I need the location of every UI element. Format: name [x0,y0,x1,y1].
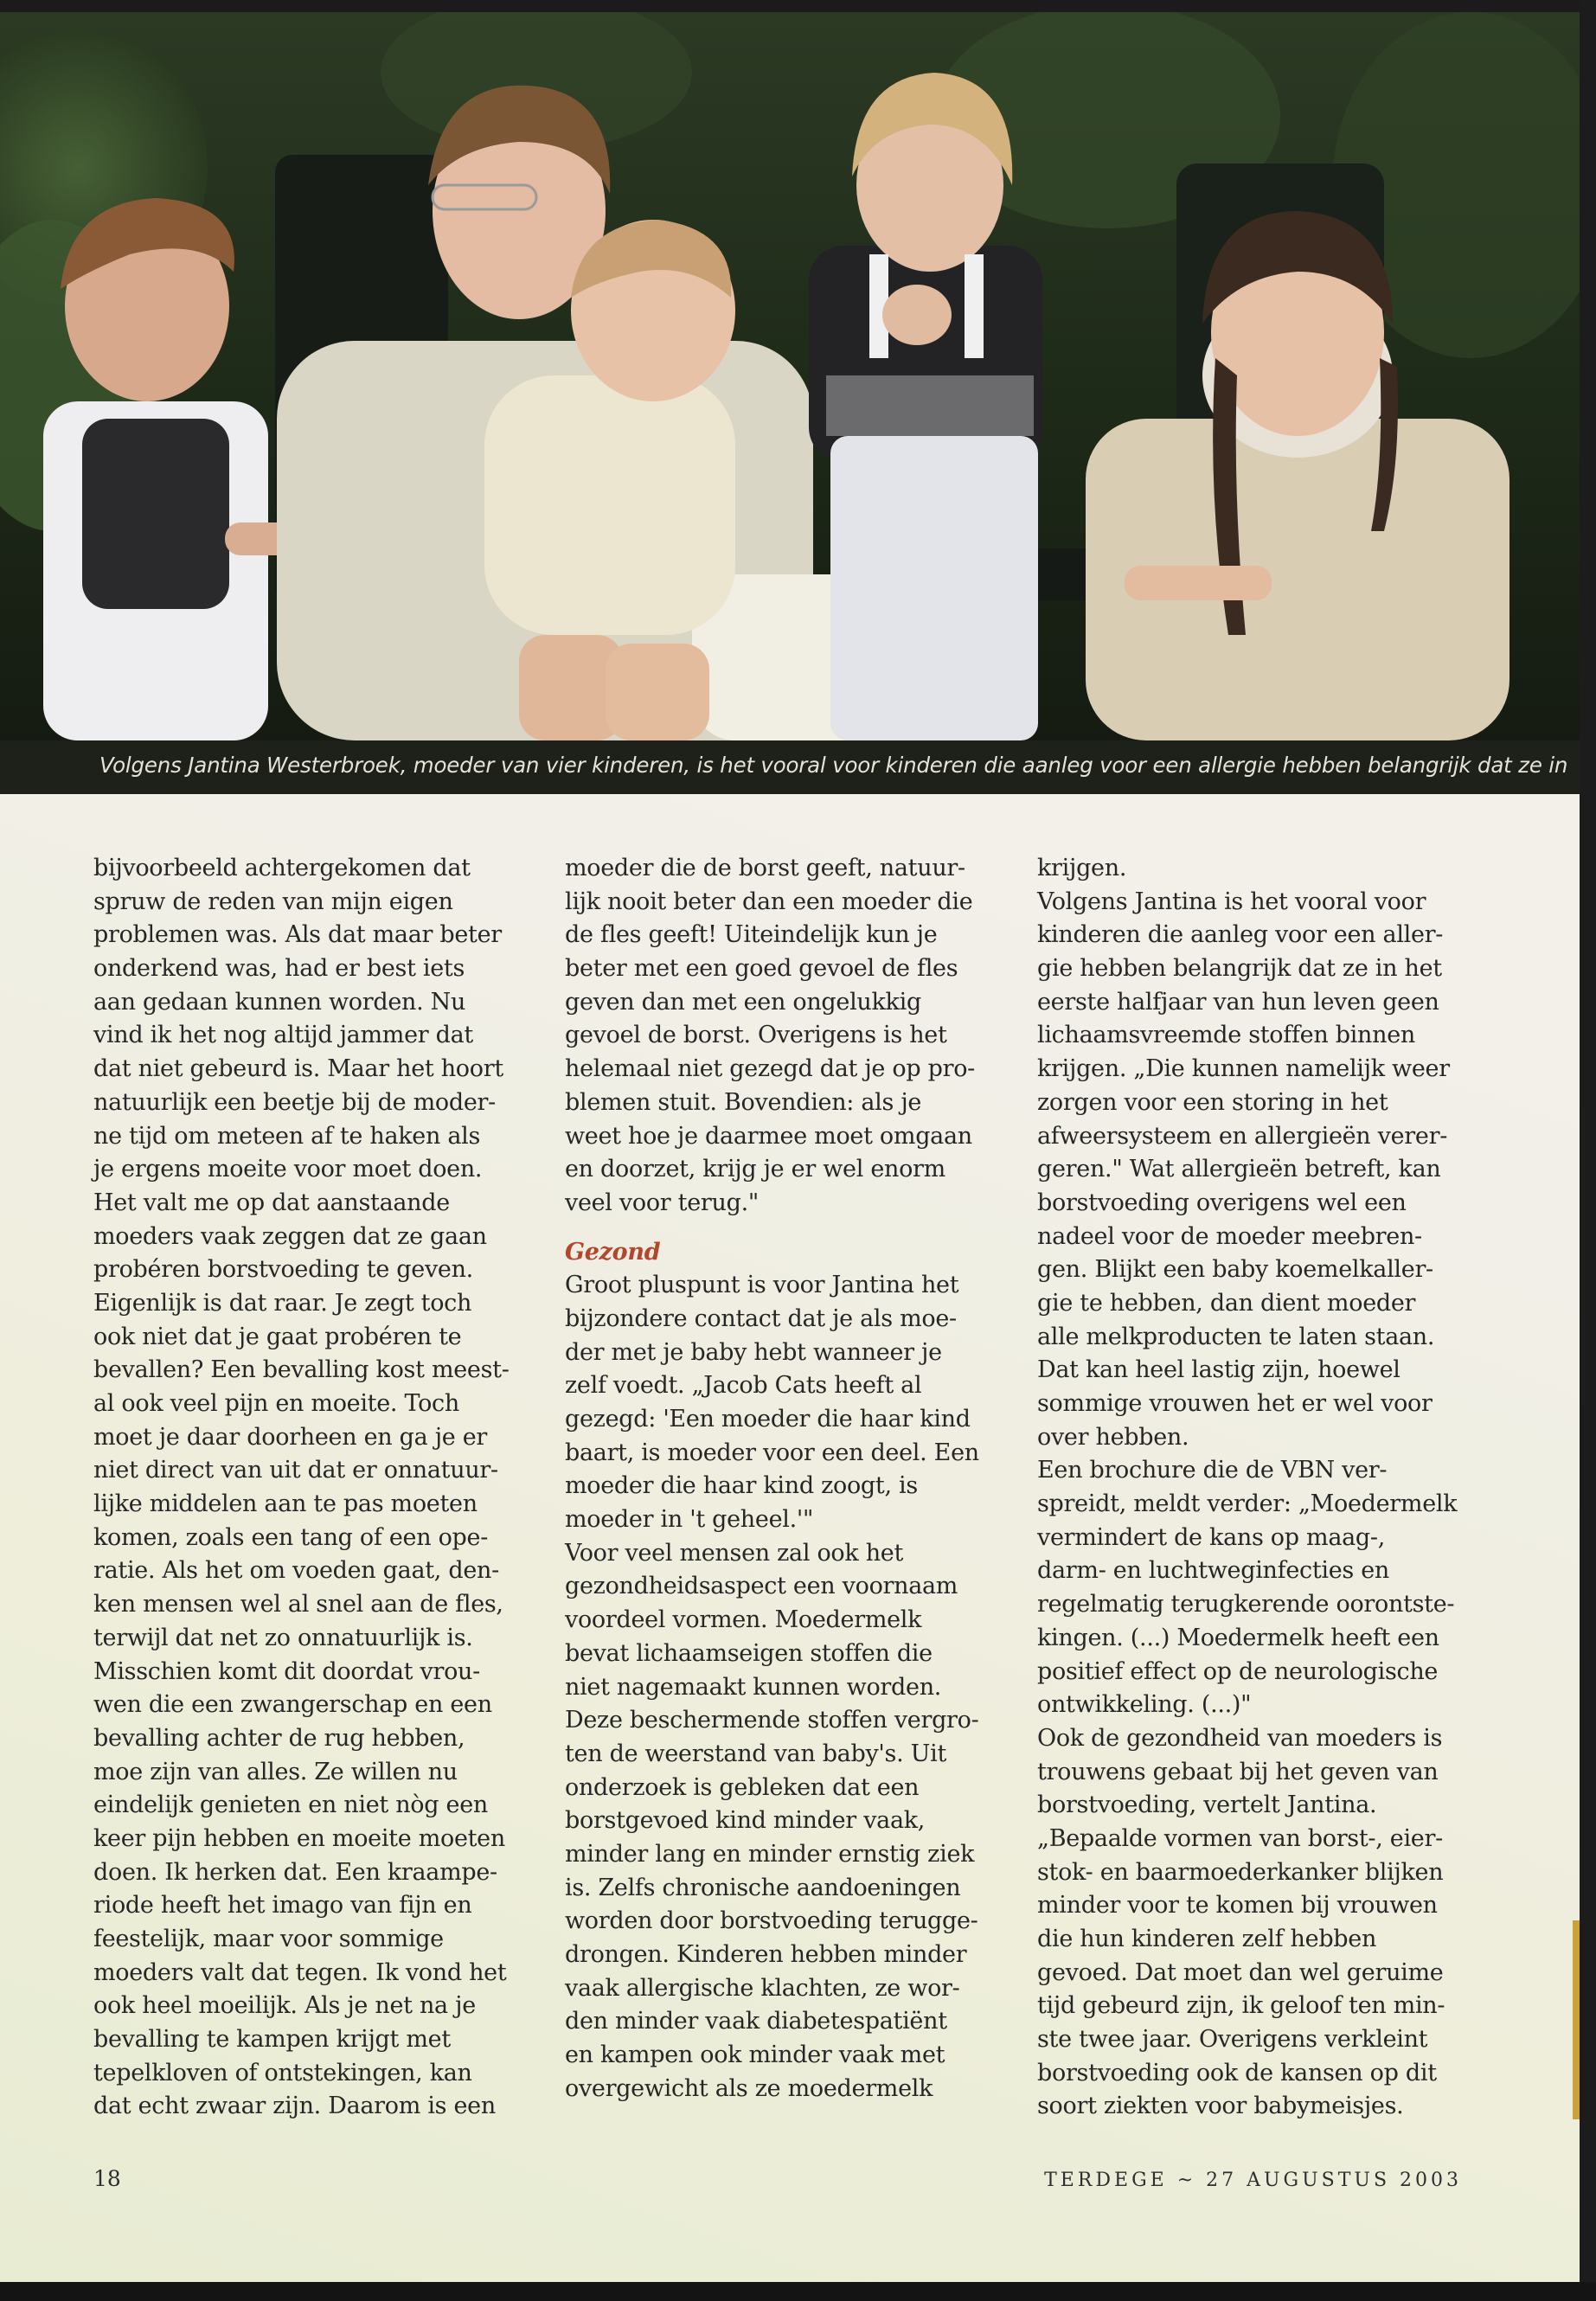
text-line: stok- en baarmoederkanker blijken [1037,1858,1444,1886]
right-border [1580,0,1596,2301]
text-line: spreidt, meldt verder: „Moedermelk [1037,1490,1458,1518]
text-line: die hun kinderen zelf hebben [1037,1926,1377,1952]
text-line: ontwikkeling. (...)" [1037,1691,1252,1719]
text-line: darm- en luchtweginfecties en [1037,1557,1389,1585]
text-line: Dat kan heel lastig zijn, hoewel [1037,1356,1401,1384]
text-line: tijd gebeurd zijn, ik geloof ten min- [1037,1992,1445,2020]
text-line: baart, is moeder voor een deel. Een [565,1439,979,1466]
text-line: beter met een goed gevoel de fles [565,955,958,983]
text-column-2 [565,852,1015,2106]
text-line: natuurlijk een beetje bij de moder- [93,1088,496,1116]
text-line: bijvoorbeeld achtergekomen dat [93,855,471,881]
text-line: probéren borstvoeding te geven. [93,1256,473,1284]
text-line: weet hoe je daarmee moet omgaan [565,1122,972,1150]
text-line: vaak allergische klachten, ze wor- [565,1974,960,2002]
text-line: en doorzet, krijg je er wel enorm [565,1156,945,1183]
text-line: borstgevoed kind minder vaak, [565,1807,926,1835]
text-line: bevallen? Een bevalling kost meest- [93,1356,510,1384]
text-line: doen. Ik herken dat. Een kraampe- [93,1858,497,1886]
text-line: moeder die haar kind zoogt, is [565,1472,918,1500]
text-line: krijgen. „Die kunnen namelijk weer [1037,1055,1450,1083]
text-line: borstvoeding, vertelt Jantina. [1037,1791,1377,1819]
text-line: tepelkloven of ontstekingen, kan [93,2059,472,2086]
text-line: dat echt zwaar zijn. Daarom is een [93,2093,496,2120]
text-line: sommige vrouwen het er wel voor [1037,1390,1433,1417]
text-line: gie hebben belangrijk dat ze in het [1037,955,1442,983]
text-column-2-top [565,852,1015,1221]
text-line: ook niet dat je gaat probéren te [93,1323,462,1350]
text-line: kingen. (...) Moedermelk heeft een [1037,1624,1439,1651]
text-line: onderzoek is gebleken dat een [565,1773,920,1801]
text-line: onderkend was, had er best iets [93,955,465,983]
text-line: moeder die de borst geeft, natuur- [565,855,965,881]
text-line: Het valt me op dat aanstaande [93,1189,450,1216]
text-line: positief effect op de neurologische [1037,1657,1439,1685]
text-line: problemen was. Als dat maar beter [93,921,502,949]
text-line: nadeel voor de moeder meebren- [1037,1222,1422,1250]
text-line: alle melkproducten te laten staan. [1037,1323,1435,1350]
text-line: dat niet gebeurd is. Maar het hoort [93,1055,503,1083]
text-line: moet je daar doorheen en ga je er [93,1423,488,1451]
text-line: ook heel moeilijk. Als je net na je [93,1992,476,2020]
text-column-2-bottom [565,1269,1015,2106]
bottom-border [0,2282,1596,2301]
text-line: minder lang en minder ernstig ziek [565,1840,975,1868]
text-line: den minder vaak diabetespatiënt [565,2008,947,2035]
text-line: krijgen. [1037,855,1127,881]
text-line: bijzondere contact dat je als moe- [565,1304,957,1332]
text-line: komen, zoals een tang of een ope- [93,1523,489,1551]
text-line: keer pijn hebben en moeite moeten [93,1824,505,1852]
text-line: ste twee jaar. Overigens verkleint [1037,2026,1428,2054]
text-line: vermindert de kans op maag-, [1037,1523,1386,1551]
text-line: Eigenlijk is dat raar. Je zegt toch [93,1289,472,1317]
text-line: minder voor te komen bij vrouwen [1037,1892,1438,1920]
top-border [0,0,1596,12]
text-line: der met je baby hebt wanneer je [565,1338,942,1366]
page-number: 18 [93,2166,121,2191]
text-line: wen die een zwangerschap en een [93,1691,492,1719]
text-line: riode heeft het imago van fijn en [93,1892,472,1920]
text-line: zelf voedt. „Jacob Cats heeft al [565,1372,922,1400]
text-line: „Bepaalde vormen van borst-, eier- [1037,1824,1443,1852]
text-line: kinderen die aanleg voor een aller- [1037,921,1444,949]
section-subheading: Gezond [565,1238,661,1266]
text-line: gezondheidsaspect een voornaam [565,1573,958,1600]
text-line: lijke middelen aan te pas moeten [93,1490,478,1518]
text-line: niet direct van uit dat er onnatuur- [93,1457,498,1484]
text-line: veel voor terug." [565,1189,759,1216]
text-line: blemen stuit. Bovendien: als je [565,1088,922,1116]
text-line: bevalling te kampen krijgt met [93,2026,451,2054]
text-line: ne tijd om meteen af te haken als [93,1122,481,1150]
text-line: terwijl dat net zo onnatuurlijk is. [93,1624,473,1651]
text-line: soort ziekten voor babymeisjes. [1037,2093,1404,2120]
text-line: over hebben. [1037,1423,1189,1451]
text-line: eindelijk genieten en niet nòg een [93,1791,488,1819]
text-line: gevoel de borst. Overigens is het [565,1022,947,1049]
text-line: Voor veel mensen zal ook het [565,1539,904,1567]
text-line: Een brochure die de VBN ver- [1037,1457,1388,1484]
magazine-footer: TERDEGE ~ 27 AUGUSTUS 2003 [1044,2170,1462,2191]
text-line: bevalling achter de rug hebben, [93,1724,465,1752]
text-line: gen. Blijkt een baby koemelkaller- [1037,1256,1433,1284]
text-line: trouwens gebaat bij het geven van [1037,1758,1439,1785]
text-line: moeder in 't geheel.'" [565,1506,814,1534]
text-line: en kampen ook minder vaak met [565,2041,945,2069]
text-line: vind ik het nog altijd jammer dat [93,1022,473,1049]
text-line: bevat lichaamseigen stoffen die [565,1639,933,1667]
text-line: spruw de reden van mijn eigen [93,888,453,915]
text-line: is. Zelfs chronische aandoeningen [565,1874,961,1901]
text-line: feestelijk, maar voor sommige [93,1926,444,1952]
text-line: zorgen voor een storing in het [1037,1088,1388,1116]
text-line: borstvoeding overigens wel een [1037,1189,1407,1216]
text-line: moe zijn van alles. Ze willen nu [93,1758,458,1785]
text-line: eerste halfjaar van hun leven geen [1037,988,1439,1016]
family-photo [0,12,1580,740]
text-line: overgewicht als ze moedermelk [565,2074,933,2102]
text-line: borstvoeding ook de kansen op dit [1037,2059,1437,2086]
text-line: aan gedaan kunnen worden. Nu [93,988,466,1016]
text-line: geven dan met een ongelukkig [565,988,921,1016]
text-line: worden door borstvoeding terugge- [565,1907,978,1935]
text-line: ten de weerstand van baby's. Uit [565,1740,947,1767]
text-line: drongen. Kinderen hebben minder [565,1941,967,1968]
text-line: voordeel vormen. Moedermelk [565,1606,922,1634]
text-line: ratie. Als het om voeden gaat, den- [93,1557,499,1585]
text-line: Groot pluspunt is voor Jantina het [565,1272,959,1299]
text-line: gevoed. Dat moet dan wel geruime [1037,1958,1444,1986]
text-line: ken mensen wel al snel aan de fles, [93,1591,503,1618]
text-line: Misschien komt dit doordat vrou- [93,1657,480,1685]
text-line: lijk nooit beter dan een moeder die [565,888,973,915]
text-line: je ergens moeite voor moet doen. [93,1156,483,1183]
photo-caption: Volgens Jantina Westerbroek, moeder van vier kinderen, is het vooral voor kinderen die aanleg voor een allergie hebben belangrijk dat ze in [99,753,1568,778]
text-line: geren." Wat allergieën betreft, kan [1037,1156,1441,1183]
text-line: gie te hebben, dan dient moeder [1037,1289,1416,1317]
text-line: moeders valt dat tegen. Ik vond het [93,1958,507,1986]
text-line: de fles geeft! Uiteindelijk kun je [565,921,938,949]
text-line: Volgens Jantina is het vooral voor [1037,888,1426,915]
text-line: regelmatig terugkerende oorontste- [1037,1591,1455,1618]
text-line: afweersysteem en allergieën verer- [1037,1122,1448,1150]
text-line: al ook veel pijn en moeite. Toch [93,1390,459,1417]
text-column-3 [1037,852,1487,2124]
text-line: lichaamsvreemde stoffen binnen [1037,1022,1415,1049]
text-line: Ook de gezondheid van moeders is [1037,1724,1443,1752]
text-column-1 [93,852,543,2124]
text-line: helemaal niet gezegd dat je op pro- [565,1055,975,1083]
text-line: moeders vaak zeggen dat ze gaan [93,1222,487,1250]
text-line: gezegd: 'Een moeder die haar kind [565,1406,971,1433]
text-line: niet nagemaakt kunnen worden. [565,1673,942,1701]
text-line: Deze beschermende stoffen vergro- [565,1707,979,1734]
